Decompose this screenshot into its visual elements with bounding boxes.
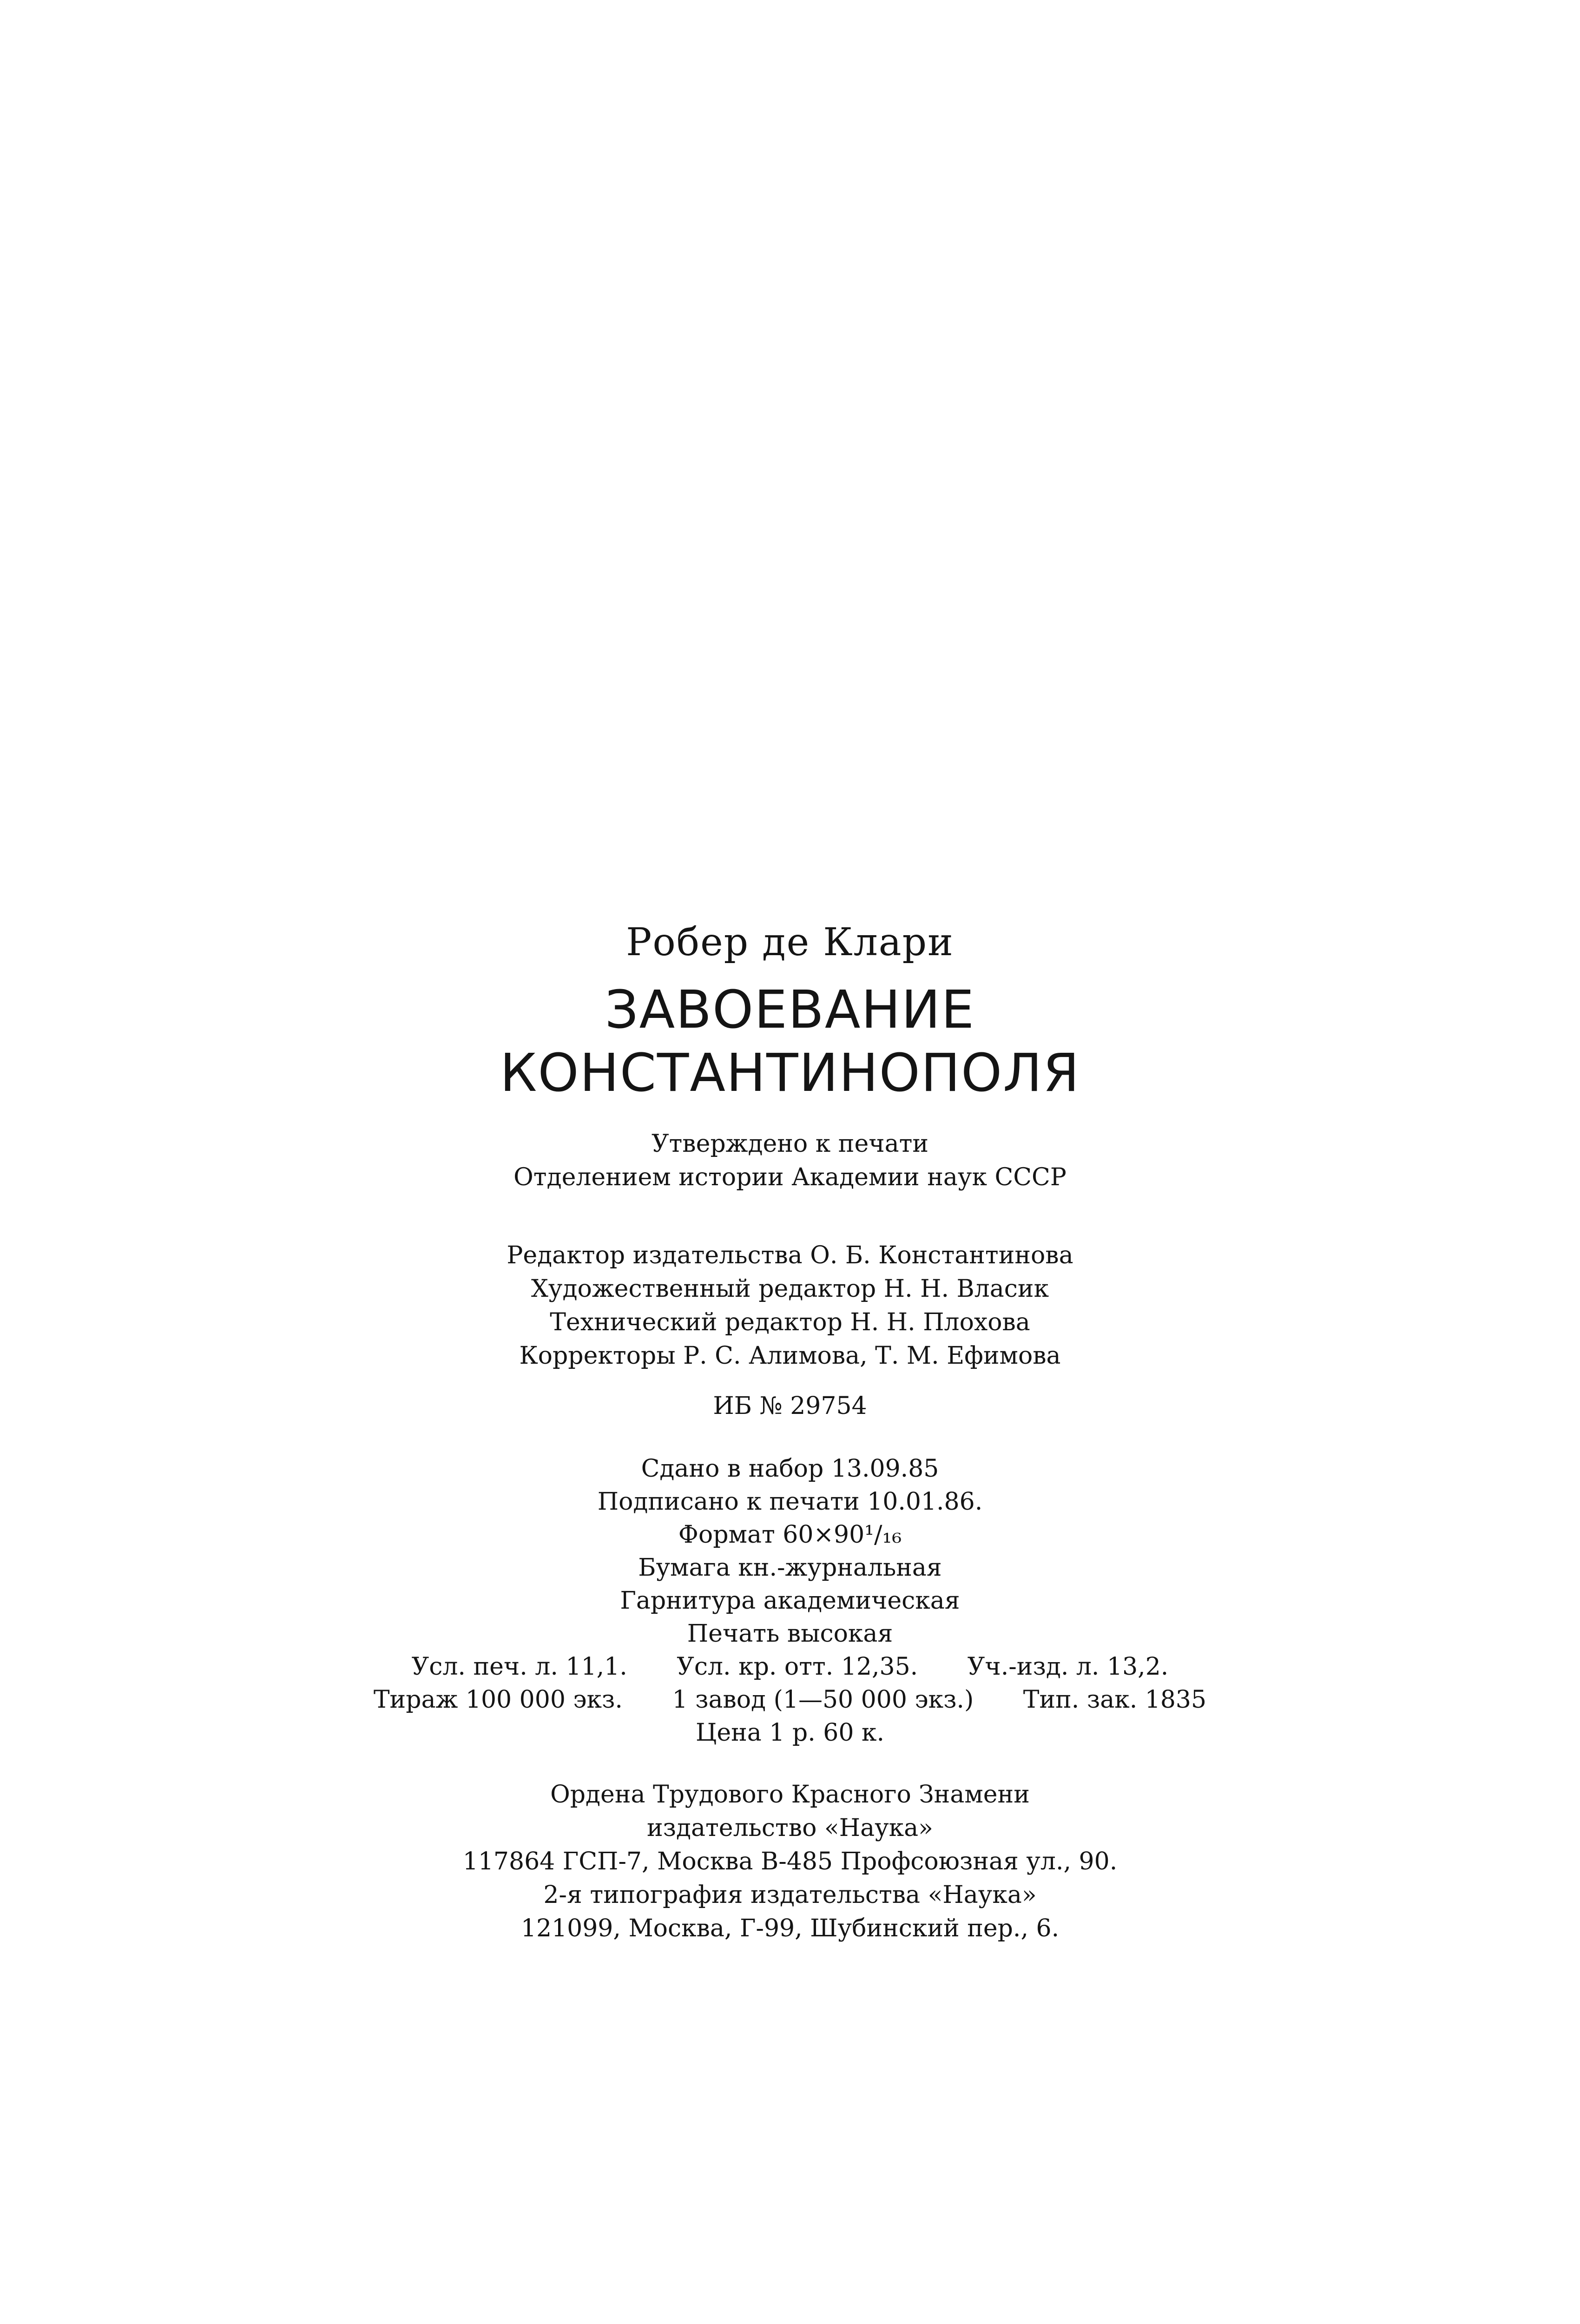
approval-block bbox=[0, 1127, 1580, 1194]
printing-house-address: 121099, Москва, Г-99, Шубинский пер., 6. bbox=[520, 1915, 1060, 1942]
price: Цена 1 р. 60 к. bbox=[696, 1719, 884, 1747]
print-batch: 1 завод (1—50 000 экз.) bbox=[672, 1686, 974, 1714]
publisher-line-1: Ордена Трудового Красного Знамени bbox=[550, 1781, 1030, 1809]
book-title-line-1: ЗАВОЕВАНИЕ bbox=[605, 980, 975, 1040]
approval-line-1: Утверждено к печати bbox=[651, 1130, 929, 1158]
publisher-line-2: издательство «Наука» bbox=[646, 1814, 933, 1842]
technical-editor: Технический редактор Н. Н. Плохова bbox=[550, 1308, 1030, 1336]
print-order-number: Тип. зак. 1835 bbox=[1023, 1686, 1207, 1714]
art-editor: Художественный редактор Н. Н. Власик bbox=[531, 1275, 1049, 1303]
print-specifications bbox=[0, 1452, 1580, 1750]
conditional-sheets: Усл. печ. л. 11,1. bbox=[411, 1653, 627, 1681]
staff-credits bbox=[0, 1239, 1580, 1373]
sheet-counts-row bbox=[0, 1651, 1580, 1684]
book-title bbox=[0, 978, 1580, 1105]
approval-line-2: Отделением истории Академии наук СССР bbox=[514, 1163, 1066, 1191]
ib-number: ИБ № 29754 bbox=[713, 1392, 867, 1420]
circulation: Тираж 100 000 экз. bbox=[373, 1686, 623, 1714]
paper-format: Формат 60×90¹/₁₆ bbox=[678, 1521, 902, 1549]
publishing-sheets: Уч.-изд. л. 13,2. bbox=[967, 1653, 1169, 1681]
author-name: Робер де Клари bbox=[626, 920, 954, 964]
printing-method: Печать высокая bbox=[687, 1620, 893, 1648]
book-title-line-2: КОНСТАНТИНОПОЛЯ bbox=[500, 1043, 1080, 1103]
proofreaders: Корректоры Р. С. Алимова, Т. М. Ефимова bbox=[519, 1342, 1061, 1370]
color-print-sheets: Усл. кр. отт. 12,35. bbox=[677, 1653, 918, 1681]
signed-to-print-date: Подписано к печати 10.01.86. bbox=[597, 1488, 983, 1516]
paper-type: Бумага кн.-журнальная bbox=[638, 1554, 942, 1582]
typeset-date: Сдано в набор 13.09.85 bbox=[641, 1455, 939, 1483]
publishing-editor: Редактор издательства О. Б. Константинова bbox=[507, 1241, 1073, 1269]
publisher-imprint bbox=[0, 1778, 1580, 1945]
print-run-row bbox=[0, 1684, 1580, 1717]
publisher-address: 117864 ГСП-7, Москва В-485 Профсоюзная ул., 90. bbox=[462, 1848, 1118, 1875]
typeface: Гарнитура академическая bbox=[620, 1587, 960, 1615]
printing-house: 2-я типография издательства «Наука» bbox=[543, 1881, 1037, 1909]
